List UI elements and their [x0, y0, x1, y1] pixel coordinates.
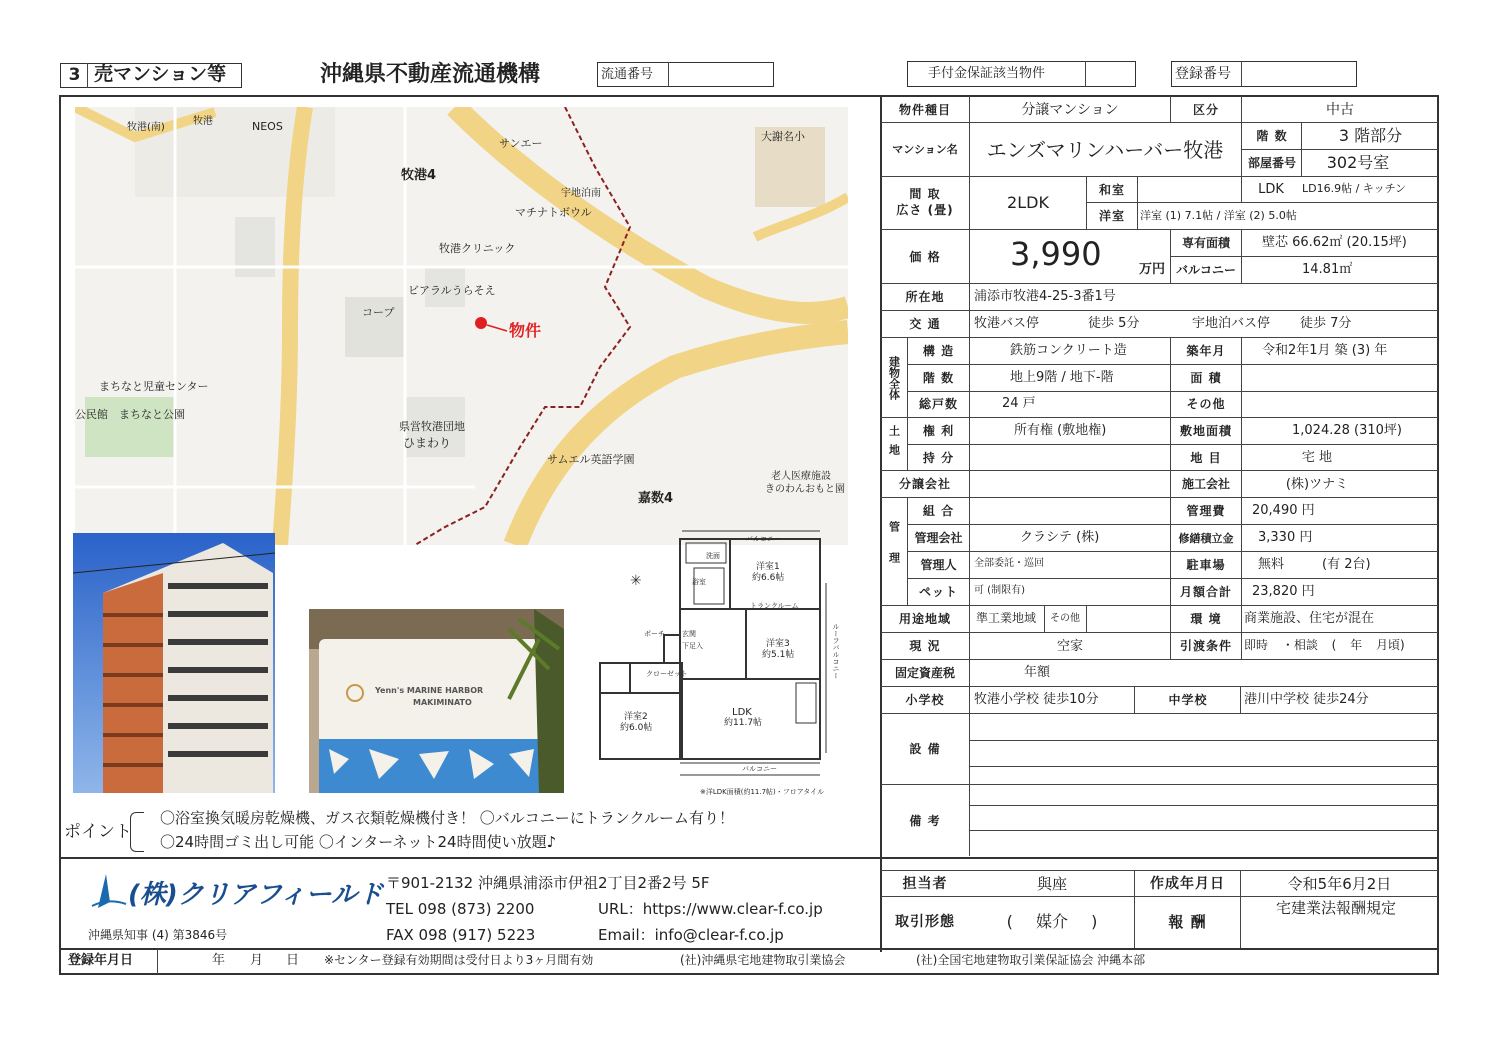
fp-label: クローゼット — [646, 670, 688, 678]
shuzen-label: 修繕積立金 — [1178, 531, 1234, 545]
menseki-label: 面 積 — [1190, 371, 1222, 385]
mansion-value: エンズマリンハーバー牧港 — [986, 137, 1224, 162]
kanrikaisha-value: クラシテ (株) — [1020, 530, 1100, 545]
genkyo-value: 空家 — [1056, 638, 1083, 654]
fp-label: 洗面 — [706, 552, 720, 560]
hikiwatashi-label: 引渡条件 — [1179, 639, 1232, 653]
fp-label: バルコニー — [746, 535, 781, 543]
balcony-value: 14.81㎡ — [1302, 262, 1353, 277]
shikichi-label: 敷地面積 — [1179, 424, 1232, 438]
sign-text-line2: MAKIMINATO — [413, 698, 472, 707]
shogakko-label: 小学校 — [905, 693, 945, 707]
chiku-value: 令和2年1月 築 (3) 年 — [1262, 343, 1388, 358]
tetsuke-label: 手付金保証該当物件 — [928, 66, 1046, 81]
ryutsu-label: 流通番号 — [601, 67, 654, 82]
kanrikaisha-label: 管理会社 — [914, 531, 963, 545]
yoto-label: 用途地域 — [898, 612, 951, 626]
map-label: 県営牧港団地 — [399, 420, 465, 433]
map-label: コープ — [362, 306, 395, 319]
footer-month: 月 — [250, 953, 264, 968]
kanrinin-label: 管理人 — [920, 558, 957, 572]
category-num: 3 — [68, 65, 81, 85]
bukken-label: 物件種目 — [898, 102, 951, 117]
map-label: 牧港4 — [401, 168, 437, 183]
kotei-value: 年額 — [1024, 665, 1051, 680]
map-label: NEOS — [252, 120, 283, 133]
genkyo-label: 現 況 — [909, 639, 941, 653]
map-target-label: 物件 — [509, 321, 542, 340]
fp-room-name: 洋室2 — [624, 712, 648, 722]
company-url: URL：https://www.clear-f.co.jp — [598, 900, 823, 918]
fp-room-size: 約6.0帖 — [620, 723, 653, 733]
shikichi-value: 1,024.28 (310坪) — [1292, 423, 1402, 438]
footer-assoc1: (社)沖縄県宅地建物取引業協会 — [680, 953, 846, 967]
hoshu-label: 報 酬 — [1168, 912, 1207, 931]
chugakko-label: 中学校 — [1168, 693, 1208, 707]
bukken-value: 分譲マンション — [1021, 101, 1119, 118]
seko-label: 施工会社 — [1181, 477, 1230, 491]
chimoku-label: 地 目 — [1190, 450, 1222, 465]
kanri-label: 管理 — [887, 520, 901, 583]
chugakko-value: 港川中学校 徒歩24分 — [1244, 692, 1369, 707]
location-map — [75, 107, 848, 545]
bunjo-label: 分譲会社 — [898, 477, 951, 491]
fp-room-size: 約11.7帖 — [724, 718, 763, 728]
svg-text:✳: ✳ — [630, 573, 642, 589]
kankyo-value: 商業施設、住宅が混在 — [1244, 611, 1375, 626]
building-photo — [73, 533, 275, 793]
getsugaku-label: 月額合計 — [1179, 585, 1232, 599]
category-label: 売マンション等 — [94, 63, 227, 85]
points-label: ポイント — [64, 822, 132, 842]
shozai-label: 所在地 — [905, 290, 945, 304]
tanto-label: 担当者 — [902, 876, 948, 892]
madori-value: 2LDK — [1007, 192, 1049, 212]
kubun-label: 区分 — [1192, 102, 1219, 117]
kaisu2-label: 階 数 — [922, 371, 955, 385]
seko-value: (株)ツナミ — [1285, 476, 1349, 492]
pet-value: 可 (制限有) — [974, 585, 1025, 596]
footer-toroku-label: 登録年月日 — [68, 953, 134, 968]
kakaku-value: 3,990 — [1010, 235, 1102, 273]
points-line2: 〇24時間ゴミ出し可能 〇インターネット24時間使い放題♪ — [160, 833, 557, 851]
entrance-sign-photo — [309, 609, 564, 793]
parking-value1: 無料 — [1258, 557, 1285, 572]
youshitsu-label: 洋室 — [1098, 208, 1125, 223]
company-name: (株)クリアフィールド — [128, 880, 384, 910]
company-logo-icon — [88, 872, 128, 912]
company-tel: TEL 098 (873) 2200 — [386, 900, 535, 918]
hoshu-value: 宅建業法報酬規定 — [1276, 899, 1397, 917]
setsubi-label: 設 備 — [909, 742, 941, 756]
pet-label: ペット — [918, 585, 958, 599]
chiku-label: 築年月 — [1186, 344, 1226, 358]
map-label: まちなと児童センター — [99, 380, 209, 393]
company-email: Email：info@clear-f.co.jp — [598, 926, 784, 944]
company-address: 〒901-2132 沖縄県浦添市伊祖2丁目2番2号 5F — [386, 874, 710, 892]
yoto-other: その他 — [1050, 613, 1080, 624]
senyu-value: 壁芯 66.62㎡ (20.15坪) — [1262, 235, 1407, 250]
mochibun-label: 持 分 — [922, 450, 955, 465]
kozo-value: 鉄筋コンクリート造 — [1010, 343, 1127, 358]
toroku-label: 登録番号 — [1175, 66, 1231, 82]
sakusei-value: 令和5年6月2日 — [1287, 874, 1392, 893]
footer-note: ※センター登録有効期間は受付日より3ヶ月間有効 — [324, 953, 594, 967]
mansion-label: マンション名 — [892, 143, 958, 156]
madori-label: 間 取 広さ (畳) — [896, 186, 954, 217]
company-fax: FAX 098 (917) 5223 — [386, 926, 536, 944]
fp-room-size: 約6.6帖 — [752, 573, 785, 583]
biko-label: 備 考 — [909, 813, 941, 828]
parking-value2: (有 2台) — [1322, 557, 1371, 572]
hikiwatashi-value: 即時 ・相談 ( 年 月頃) — [1244, 638, 1405, 652]
org-title: 沖縄県不動産流通機構 — [320, 62, 541, 87]
map-label: ビアラルうらそえ — [408, 284, 496, 297]
kaisu2-value: 地上9階 / 地下-階 — [1010, 370, 1114, 385]
heya-label: 部屋番号 — [1247, 156, 1296, 170]
shogakko-value: 牧港小学校 徒歩10分 — [974, 692, 1099, 707]
kumiai-label: 組 合 — [922, 504, 955, 518]
fp-label: 浴室 — [692, 578, 706, 586]
map-label: まちなと公園 — [119, 408, 185, 421]
map-label: 牧港(南) — [127, 122, 165, 133]
sign-text-line1: Yenn's MARINE HARBOR — [375, 686, 484, 695]
torihiki-label: 取引形態 — [895, 914, 955, 930]
kotei-label: 固定資産税 — [894, 666, 955, 680]
soko-value: 24 戸 — [1002, 396, 1036, 411]
kaisu-label: 階 数 — [1256, 129, 1288, 143]
map-label: 嘉数4 — [638, 491, 674, 506]
fp-label: 下足入 — [682, 642, 703, 650]
map-label: きのわんおもと園 — [765, 484, 845, 495]
fp-label: バルコニー — [742, 765, 777, 773]
map-label: 宇地泊南 — [561, 188, 601, 199]
youshitsu-value: 洋室 (1) 7.1帖 / 洋室 (2) 5.0帖 — [1140, 209, 1297, 222]
kanrihi-label: 管理費 — [1186, 504, 1226, 518]
soko-label: 総戸数 — [918, 397, 958, 411]
fp-caption: ※洋LDK面積(約11.7帖)・フロアタイル — [700, 788, 825, 796]
torihiki-value: ( 媒介 ) — [1006, 912, 1098, 931]
sakusei-label: 作成年月日 — [1150, 876, 1225, 892]
map-label: サムエル英語学園 — [547, 453, 635, 466]
tochi-label: 土地 — [887, 425, 901, 463]
kakaku-unit: 万円 — [1139, 262, 1166, 277]
kankyo-label: 環 境 — [1190, 612, 1222, 626]
map-label: 牧港クリニック — [439, 242, 516, 255]
map-label: マチナトボウル — [515, 206, 592, 219]
kotsu2-walk: 徒歩 7分 — [1300, 316, 1352, 331]
kaisu-value: 3 階部分 — [1338, 126, 1403, 145]
kanrinin-value: 全部委託・巡回 — [974, 558, 1044, 569]
getsugaku-value: 23,820 円 — [1252, 584, 1315, 599]
footer-year: 年 — [212, 953, 226, 968]
points-line1: 〇浴室換気暖房乾燥機、ガス衣類乾燥機付き！ 〇バルコニーにトランクルーム有り！ — [160, 809, 735, 827]
kotsu1-station: 牧港バス停 — [974, 316, 1040, 331]
fp-room-name: 洋室1 — [756, 562, 780, 572]
sonota-label: その他 — [1186, 397, 1226, 411]
shuzen-value: 3,330 円 — [1258, 530, 1313, 545]
map-label: 公民館 — [75, 408, 108, 421]
fp-room-size: 約5.1帖 — [762, 650, 795, 660]
map-label: 老人医療施設 — [771, 471, 831, 482]
kotsu-label: 交 通 — [909, 317, 941, 331]
tatemono-label: 建物全体 — [887, 355, 901, 400]
fp-label: トランクルーム — [750, 602, 799, 610]
fp-label: ポーチ — [644, 630, 665, 638]
parking-label: 駐車場 — [1186, 558, 1226, 572]
footer-assoc2: (社)全国宅地建物取引業保証協会 沖縄本部 — [916, 953, 1146, 967]
fp-room-name: 洋室3 — [766, 639, 790, 649]
ldk-label: LDK — [1258, 182, 1284, 197]
kenri-label: 権 利 — [922, 424, 955, 438]
yoto-value: 準工業地域 — [976, 611, 1037, 625]
shozai-value: 浦添市牧港4-25-3番1号 — [974, 289, 1116, 304]
map-label: ひまわり — [403, 436, 452, 450]
fp-label: ルーフバルコニー — [832, 623, 840, 679]
points-bracket — [130, 812, 144, 852]
footer-day: 日 — [286, 953, 300, 968]
kubun-value: 中古 — [1326, 101, 1354, 118]
kozo-label: 構 造 — [922, 344, 955, 358]
company-license: 沖縄県知事 (4) 第3846号 — [88, 928, 228, 942]
senyu-label: 専有面積 — [1181, 236, 1230, 250]
balcony-label: バルコニー — [1175, 263, 1236, 277]
map-label: サンエー — [499, 137, 543, 150]
floorplan — [596, 523, 852, 798]
kanrihi-value: 20,490 円 — [1252, 503, 1315, 518]
tanto-value: 與座 — [1036, 874, 1067, 893]
washitsu-label: 和室 — [1098, 182, 1125, 197]
kotsu2-station: 宇地泊バス停 — [1192, 316, 1271, 331]
fp-room-name: LDK — [732, 707, 752, 718]
heya-value: 302号室 — [1326, 153, 1390, 172]
fp-label: 玄関 — [682, 630, 696, 638]
ldk-value: LD16.9帖 / キッチン — [1302, 182, 1407, 195]
chimoku-value: 宅 地 — [1301, 450, 1333, 465]
map-label: 大謝名小 — [761, 130, 805, 143]
kakaku-label: 価 格 — [909, 249, 941, 264]
kotsu1-walk: 徒歩 5分 — [1088, 316, 1140, 331]
kenri-value: 所有権 (敷地権) — [1014, 423, 1107, 438]
map-label: 牧港 — [193, 116, 213, 127]
